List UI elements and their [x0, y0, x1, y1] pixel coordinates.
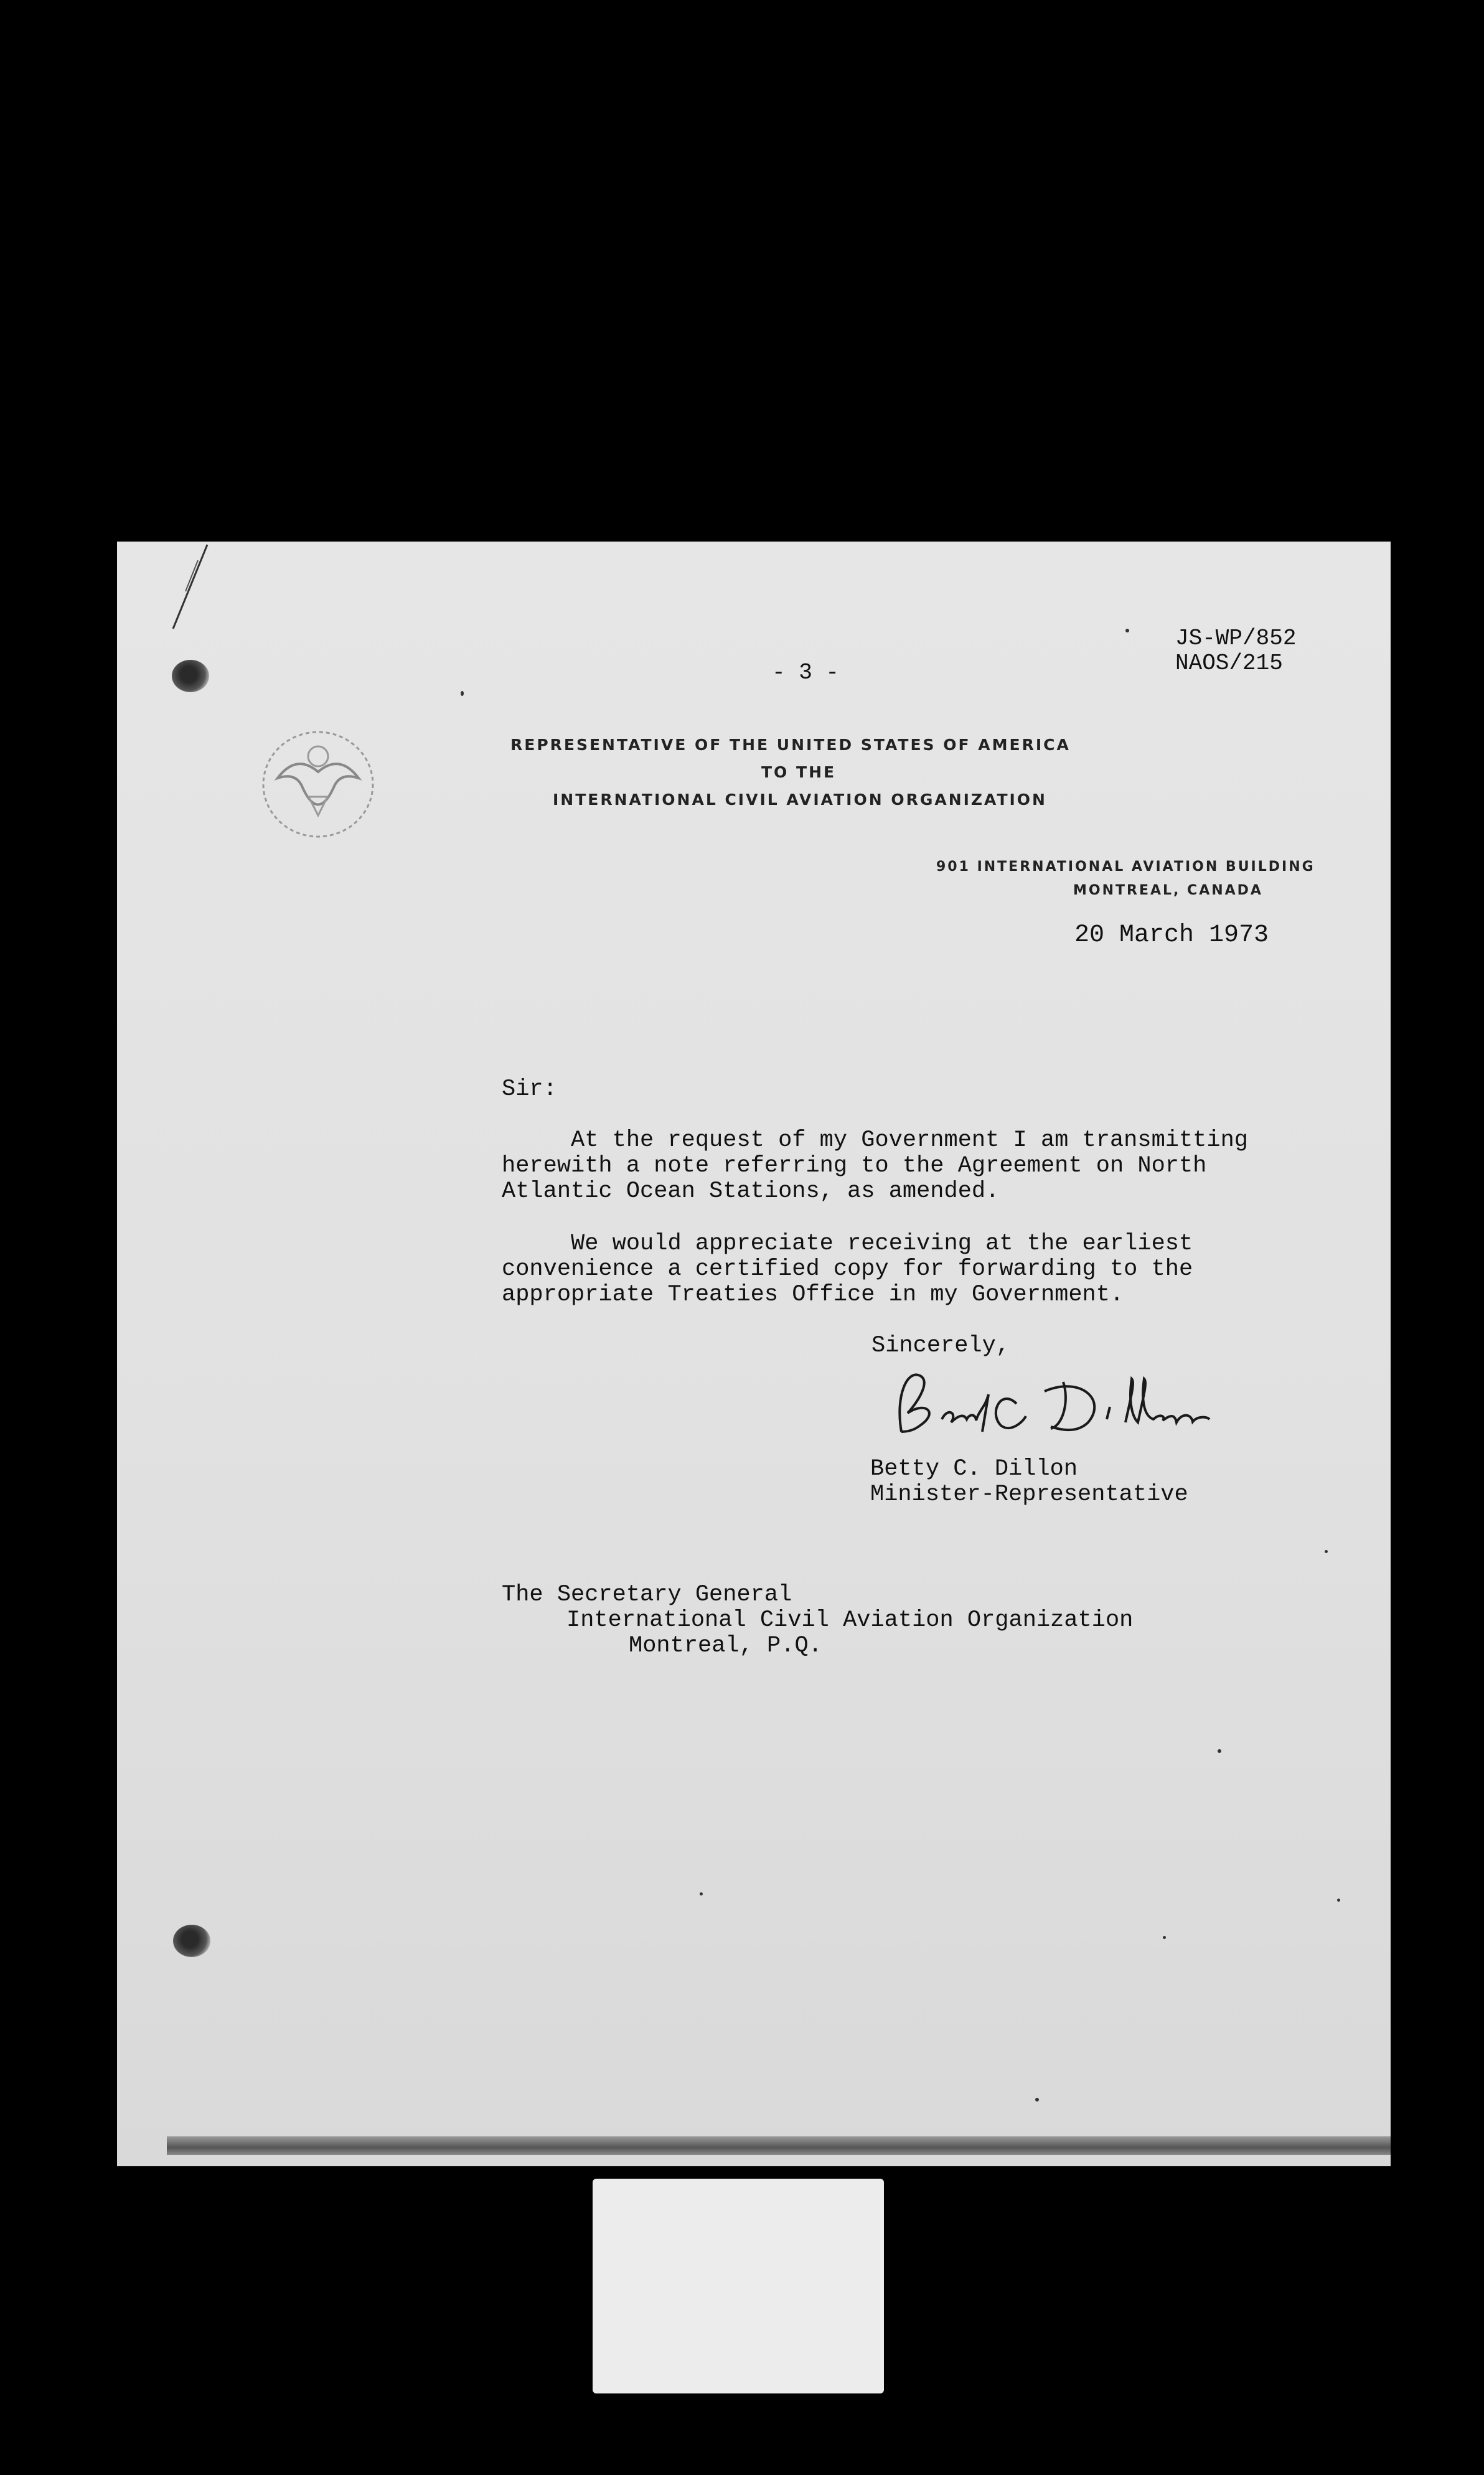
- paper-speck: [1218, 1749, 1221, 1753]
- eagle-seal-icon: [259, 728, 377, 840]
- letter-date: 20 March 1973: [1074, 921, 1269, 949]
- paper-scratch-mark: [161, 542, 210, 635]
- letterhead-line-1: REPRESENTATIVE OF THE UNITED STATES OF AMERICA: [510, 736, 1071, 754]
- paper-speck: [1325, 1550, 1328, 1553]
- page-number: - 3 -: [772, 660, 840, 685]
- letterhead-line-3: INTERNATIONAL CIVIL AVIATION ORGANIZATION: [553, 791, 1047, 809]
- file-reference-2: NAOS/215: [1175, 650, 1283, 676]
- signatory-name: Betty C. Dillon: [870, 1456, 1078, 1482]
- handwritten-signature: [883, 1357, 1231, 1450]
- addressee-line-2: International Civil Aviation Organization: [566, 1607, 1134, 1633]
- paper-speck: [461, 691, 464, 696]
- paper-speck: [1163, 1936, 1166, 1939]
- paragraph-2-line-3: appropriate Treaties Office in my Government.: [502, 1282, 1124, 1308]
- letter-page: [117, 542, 1391, 2166]
- paragraph-2-line-1: We would appreciate receiving at the earliest: [502, 1231, 1193, 1257]
- addressee-line-3: Montreal, P.Q.: [629, 1633, 822, 1659]
- paragraph-1-line-2: herewith a note referring to the Agreement on North: [502, 1153, 1207, 1179]
- punch-hole-bottom: [173, 1925, 210, 1957]
- paragraph-1-line-3: Atlantic Ocean Stations, as amended.: [502, 1178, 1000, 1205]
- closing: Sincerely,: [871, 1333, 1010, 1359]
- punch-hole-top: [172, 660, 209, 692]
- address-line-2: MONTREAL, CANADA: [1073, 883, 1263, 898]
- address-line-1: 901 INTERNATIONAL AVIATION BUILDING: [936, 859, 1315, 875]
- letterhead-line-2: TO THE: [761, 763, 837, 781]
- file-reference-1: JS-WP/852: [1175, 626, 1297, 651]
- paper-speck: [1035, 2098, 1039, 2102]
- blank-paper-slip: [593, 2179, 884, 2393]
- paper-speck: [1125, 629, 1129, 632]
- paper-speck: [1337, 1899, 1340, 1902]
- paragraph-2-line-2: convenience a certified copy for forwarding to the: [502, 1256, 1193, 1282]
- paper-bottom-edge-shadow: [167, 2136, 1391, 2155]
- addressee-line-1: The Secretary General: [502, 1582, 792, 1608]
- paper-speck: [700, 1892, 703, 1895]
- paragraph-1-line-1: At the request of my Government I am transmitting: [502, 1127, 1248, 1153]
- signatory-title: Minister-Representative: [870, 1482, 1188, 1508]
- salutation: Sir:: [502, 1076, 557, 1102]
